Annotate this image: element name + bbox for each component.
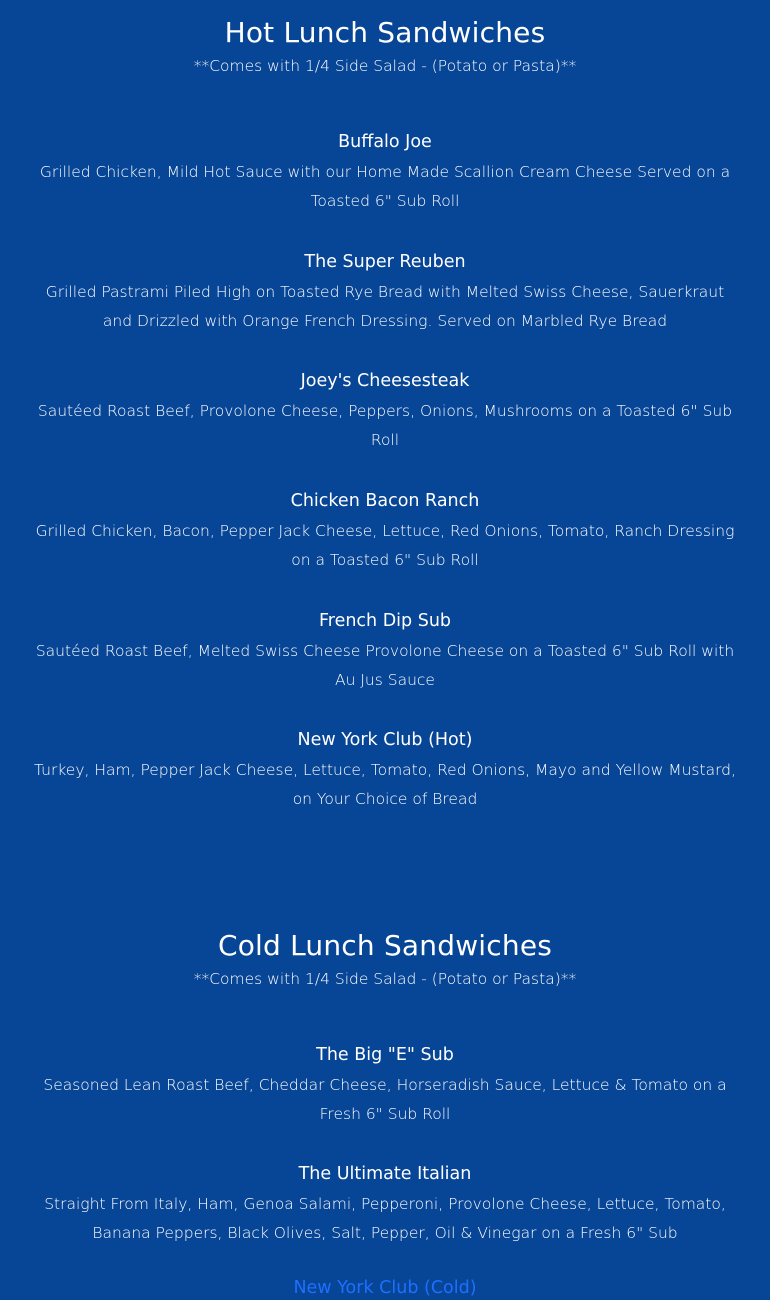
menu-item-name: New York Club (Cold)	[293, 1278, 477, 1298]
menu-item-description: Sautéed Roast Beef, Melted Swiss Cheese Provolone Cheese on a Toasted 6" Sub Roll with Au Jus Sauce	[35, 642, 735, 689]
menu-item-name: French Dip Sub	[318, 611, 452, 631]
menu-item-description: Grilled Pastrami Piled High on Toasted Rye Bread with Melted Swiss Cheese, Sauerkraut and Drizzled with Orange French Dressing. Served on Marbled Rye Bread	[45, 283, 725, 330]
menu-item-name: Buffalo Joe	[338, 132, 432, 152]
menu-item	[30, 609, 740, 695]
menu-item-description: Grilled Chicken, Mild Hot Sauce with our Home Made Scallion Cream Cheese Served on a Toasted 6" Sub Roll	[39, 163, 731, 210]
menu-item-cutoff	[0, 1276, 770, 1298]
menu-item	[30, 1043, 740, 1129]
menu-item-name: New York Club (Hot)	[297, 730, 473, 750]
menu-item-description: Turkey, Ham, Pepper Jack Cheese, Lettuce, Tomato, Red Onions, Mayo and Yellow Mustard, on Your Choice of Bread	[34, 761, 736, 808]
menu-item-description: Grilled Chicken, Bacon, Pepper Jack Cheese, Lettuce, Red Onions, Tomato, Ranch Dressing on a Toasted 6" Sub Roll	[35, 522, 735, 569]
menu-item-name: The Big "E" Sub	[316, 1045, 454, 1065]
menu-item	[30, 1162, 740, 1248]
menu-item	[30, 250, 740, 336]
menu-item	[30, 130, 740, 216]
menu-item-name: Joey's Cheesesteak	[300, 371, 470, 391]
menu-item-name: Chicken Bacon Ranch	[290, 491, 480, 511]
menu-item-description: Sautéed Roast Beef, Provolone Cheese, Peppers, Onions, Mushrooms on a Toasted 6" Sub Roll	[37, 402, 733, 449]
hot-section-note: **Comes with 1/4 Side Salad - (Potato or Pasta)**	[193, 57, 577, 75]
menu-item-description: Seasoned Lean Roast Beef, Cheddar Cheese, Horseradish Sauce, Lettuce & Tomato on a Fresh 6" Sub Roll	[43, 1076, 727, 1123]
menu-item	[30, 728, 740, 814]
menu-item	[30, 489, 740, 575]
menu-item-description: Straight From Italy, Ham, Genoa Salami, Pepperoni, Provolone Cheese, Lettuce, Tomato, Banana Peppers, Black Olives, Salt, Pepper, Oil & Vinegar on a Fresh 6" Sub	[44, 1195, 726, 1242]
menu-item-name: The Ultimate Italian	[298, 1164, 472, 1184]
cold-section-note: **Comes with 1/4 Side Salad - (Potato or Pasta)**	[193, 970, 577, 988]
menu-item	[30, 369, 740, 455]
hot-section-title: Hot Lunch Sandwiches	[224, 16, 546, 49]
cold-section-title: Cold Lunch Sandwiches	[217, 929, 553, 962]
menu-item-name: The Super Reuben	[304, 252, 466, 272]
